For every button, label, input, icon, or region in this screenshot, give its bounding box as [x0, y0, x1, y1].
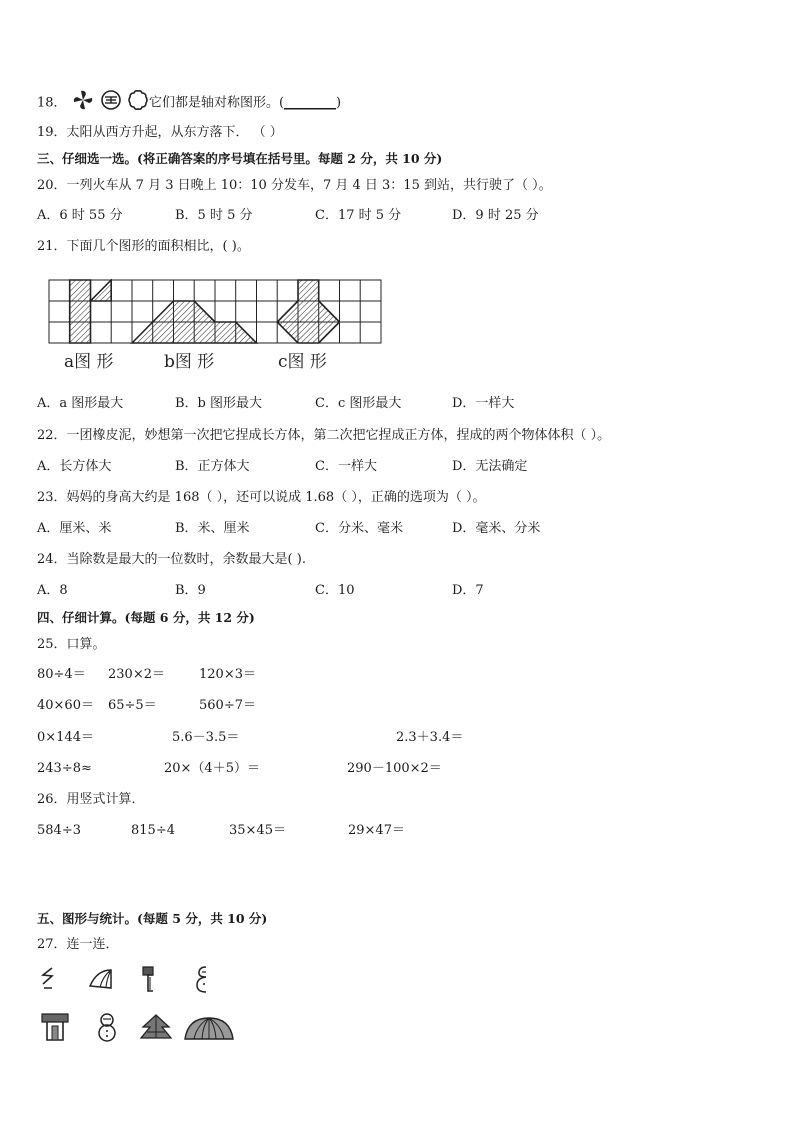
option-c[interactable]: C．c 图形最大 — [315, 396, 402, 411]
section-5-title: 五、图形与统计。(每题 5 分，共 10 分) — [37, 911, 268, 926]
calc-item: 2.3＋3.4＝ — [396, 730, 464, 745]
close-paren: ) — [336, 95, 342, 111]
question-25: 25．口算。 — [37, 637, 106, 652]
option-d[interactable]: D．毫米、分米 — [452, 521, 541, 536]
flower-outline-icon — [127, 89, 149, 117]
question-20: 20．一列火车从 7 月 3 日晚上 10：10 分发车，7 月 4 日 3：15 到站，共行驶了（ ）。 — [37, 178, 552, 193]
calc-item: 243÷8≈ — [37, 761, 92, 776]
question-22: 22．一团橡皮泥，妙想第一次把它捏成长方体，第二次把它捏成正方体，捏成的两个物体体积（ ）。 — [37, 428, 611, 443]
calc-item: 230×2＝ — [108, 667, 165, 682]
pinwheel-icon — [71, 89, 95, 117]
calc-item: 0×144＝ — [37, 730, 94, 745]
option-d[interactable]: D．9 时 25 分 — [452, 208, 539, 223]
option-a[interactable]: A．a 图形最大 — [37, 396, 124, 411]
question-number: 18． — [37, 95, 67, 111]
question-19: 19．太阳从西方升起，从东方落下． （ ） — [37, 125, 283, 140]
calc-item: 560÷7＝ — [199, 698, 256, 713]
option-c[interactable]: C．一样大 — [315, 459, 377, 474]
answer-blank[interactable]: ________ — [284, 95, 337, 111]
umbrella-icon[interactable] — [182, 1015, 236, 1043]
calc-item: 120×3＝ — [199, 667, 256, 682]
half-umbrella-icon[interactable] — [87, 966, 115, 992]
question-18 — [37, 89, 341, 117]
question-24: 24．当除数是最大的一位数时，余数最大是( ). — [37, 552, 306, 567]
calc-item: 35×45＝ — [229, 823, 286, 838]
calc-item: 815÷4 — [131, 823, 175, 838]
option-b[interactable]: B．b 图形最大 — [175, 396, 263, 411]
calc-item: 5.6－3.5＝ — [172, 730, 240, 745]
option-a[interactable]: A．8 — [37, 583, 68, 598]
shape-c — [277, 280, 339, 343]
calc-item: 80÷4＝ — [37, 667, 86, 682]
calc-item: 584÷3 — [37, 823, 81, 838]
question-23: 23．妈妈的身高大约是 168（ ），还可以说成 1.68（ ），正确的选项为（ ）。 — [37, 490, 486, 505]
half-zigzag-icon[interactable] — [38, 966, 60, 992]
question-21: 21．下面几个图形的面积相比，( )。 — [37, 239, 250, 254]
label-b: b图 形 — [164, 352, 215, 372]
option-c[interactable]: C．17 时 5 分 — [315, 208, 402, 223]
option-d[interactable]: D．无法确定 — [452, 459, 528, 474]
half-snowman-icon[interactable] — [194, 964, 214, 994]
snowman-icon[interactable] — [96, 1011, 118, 1043]
option-a[interactable]: A．长方体大 — [37, 459, 112, 474]
calc-item: 65÷5＝ — [108, 698, 157, 713]
option-a[interactable]: A．6 时 55 分 — [37, 208, 123, 223]
option-d[interactable]: D．7 — [452, 583, 484, 598]
question-27: 27．连一连． — [37, 937, 119, 952]
section-4-title: 四、仔细计算。(每题 6 分，共 12 分) — [37, 610, 255, 625]
question-26: 26．用竖式计算． — [37, 792, 145, 807]
half-house-icon[interactable] — [141, 964, 165, 994]
shape-a — [70, 280, 112, 343]
calc-item: 40×60＝ — [37, 698, 94, 713]
option-c[interactable]: C．分米、毫米 — [315, 521, 403, 536]
option-b[interactable]: B．9 — [175, 583, 206, 598]
option-d[interactable]: D．一样大 — [452, 396, 515, 411]
house-icon[interactable] — [40, 1011, 70, 1043]
calc-item: 29×47＝ — [348, 823, 405, 838]
circle-symbol-icon — [99, 89, 123, 117]
option-c[interactable]: C．10 — [315, 583, 355, 598]
calc-item: 290－100×2＝ — [347, 761, 442, 776]
section-3-title: 三、仔细选一选。(将正确答案的序号填在括号里。每题 2 分，共 10 分) — [37, 151, 443, 166]
question-18-text: 它们都是轴对称图形。( — [148, 95, 285, 111]
option-b[interactable]: B．正方体大 — [175, 459, 250, 474]
label-a: a图 形 — [64, 352, 114, 372]
option-b[interactable]: B．5 时 5 分 — [175, 208, 253, 223]
label-c: c图 形 — [278, 352, 327, 372]
calc-item: 20×（4＋5）＝ — [164, 761, 260, 776]
option-a[interactable]: A．厘米、米 — [37, 521, 112, 536]
option-b[interactable]: B．米、厘米 — [175, 521, 250, 536]
area-grid-figure — [48, 279, 384, 374]
tree-icon[interactable] — [139, 1013, 173, 1043]
